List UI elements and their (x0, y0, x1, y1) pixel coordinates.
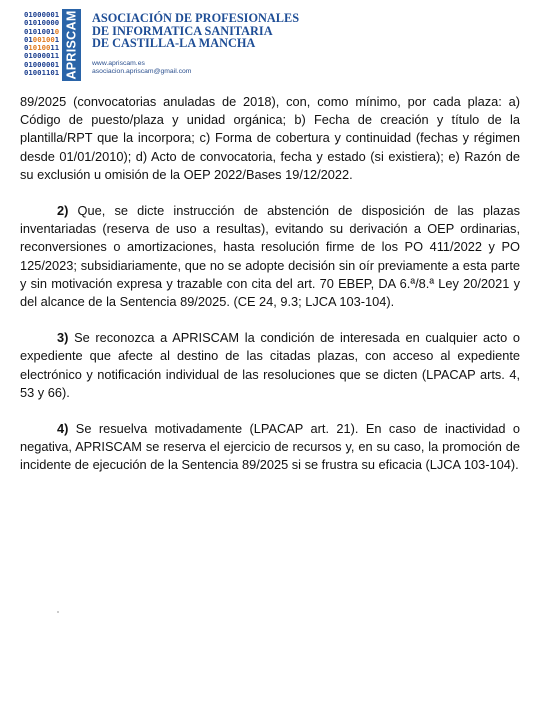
binary-line: 01000011 (24, 51, 60, 61)
intro-paragraph: 89/2025 (convocatorias anuladas de 2018), con, como mínimo, por cada plaza: a) Código de puesto/plaza y unidad orgánica; b) Fecha de creación y título de la plantilla/RPT que la incorpora; c) Forma de cobertura y continuidad (fechas y régimen desde 01/01/2010); d) Acto de convocatoria, fecha y estado (si existiera); e) Razón de su exclusión u omisión de la OEP 2022/Bases 19/12/2022. (20, 94, 520, 182)
request-text: Que, se dicte instrucción de abstención de disposición de las plazas inventariadas (reserva de uso a resultas), evitando su derivación a OEP ordinarias, reconversiones o amortizaciones, hasta resolución firme de los PO 411/2022 y PO 125/2023; subsidiariamente, que no se adopte decisión sin oír previamente a esta parte y sin motivación expresa y trazable con cita del art. 70 EBEP, DA 6.ª/8.ª Ley 20/2021 y del alcance de la Sentencia 89/2025. (CE 24, 9.3; LJCA 103-104). (20, 203, 520, 310)
org-title-line: DE INFORMATICA SANITARIA (92, 23, 273, 38)
binary-line: 01000001 (24, 10, 60, 19)
binary-line: 01000001 (24, 59, 60, 69)
binary-line: 01001001 (24, 34, 60, 44)
logo-text: APRISCAM (64, 10, 79, 80)
letterhead (22, 8, 522, 82)
org-title-line: DE CASTILLA-LA MANCHA (92, 36, 256, 50)
request-2-paragraph (20, 202, 520, 311)
email-link[interactable]: asociacion.apriscam@gmail.com (92, 68, 192, 76)
document-body (20, 93, 520, 493)
website-link[interactable]: www.apriscam.es (92, 60, 145, 67)
binary-line: 01001101 (24, 68, 60, 78)
binary-line: 01010011 (24, 43, 60, 53)
page-mark (57, 611, 59, 613)
request-3-paragraph (20, 329, 520, 402)
request-number: 2) (57, 203, 69, 219)
binary-line: 01010000 (24, 18, 60, 28)
request-text: Se resuelva motivadamente (LPACAP art. 21). En caso de inactividad o negativa, APRISCAM se reserva el ejercicio de recursos y, en su caso, la promoción de incidente de ejecución de la Sentencia 89/2025 si se frustra su eficacia (LJCA 103-104). (20, 421, 520, 473)
request-number: 4) (57, 421, 69, 437)
apriscam-logo (62, 9, 81, 81)
request-number: 3) (57, 330, 69, 346)
contact-info (92, 60, 191, 76)
request-text: Se reconozca a APRISCAM la condición de interesada en cualquier acto o expediente que afecte al destino de las citadas plazas, con acceso al expediente electrónico y notificación individual de las resoluciones que se dicten (LPACAP arts. 4, 53 y 66). (20, 330, 520, 400)
request-4-paragraph (20, 420, 520, 475)
binary-code-graphic (24, 11, 64, 77)
binary-line: 01010010 (24, 26, 60, 36)
organization-name (92, 12, 299, 50)
org-title-line: ASOCIACIÓN DE PROFESIONALES (92, 11, 300, 25)
